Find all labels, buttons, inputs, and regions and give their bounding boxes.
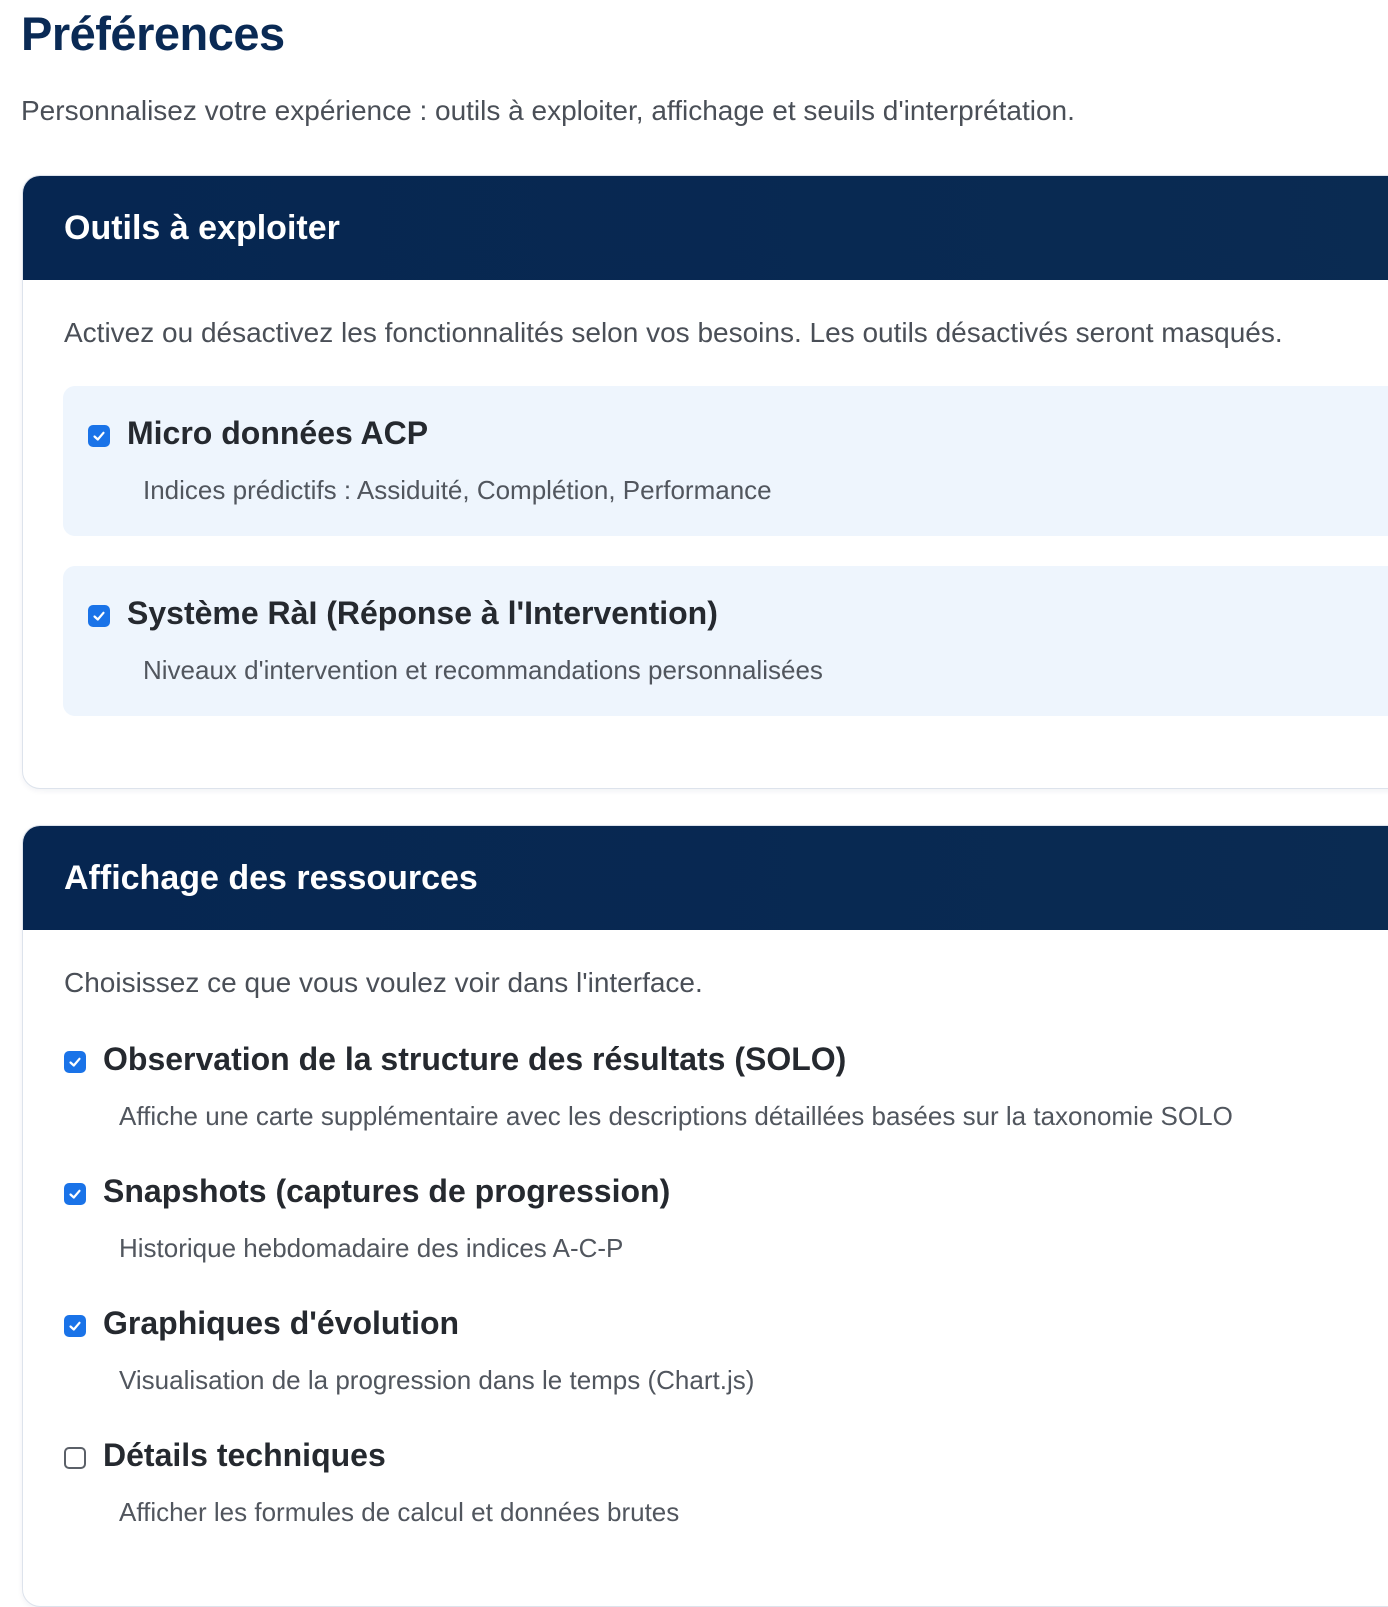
solo-option-label[interactable]: Observation de la structure des résultats (SOLO) [103, 1041, 847, 1077]
tool-option-rai [63, 566, 1388, 716]
display-card-title: Affichage des ressources [64, 858, 478, 897]
check-icon [91, 608, 107, 624]
check-icon [67, 1186, 83, 1202]
tools-card-header [23, 176, 1388, 280]
technical-option-label[interactable]: Détails techniques [103, 1437, 386, 1473]
acp-option-description: Indices prédictifs : Assiduité, Complétion, Performance [143, 475, 772, 505]
charts-option-label[interactable]: Graphiques d'évolution [103, 1305, 460, 1341]
solo-checkbox[interactable] [64, 1051, 86, 1073]
page-subtitle: Personnalisez votre expérience : outils à exploiter, affichage et seuils d'interprétation. [21, 95, 1075, 126]
tools-card-title: Outils à exploiter [64, 208, 340, 247]
check-icon [67, 1318, 83, 1334]
acp-checkbox[interactable] [88, 425, 110, 447]
technical-option-description: Afficher les formules de calcul et données brutes [119, 1497, 680, 1527]
tools-card [22, 175, 1388, 789]
snapshots-option-label[interactable]: Snapshots (captures de progression) [103, 1173, 671, 1209]
snapshots-checkbox[interactable] [64, 1183, 86, 1205]
tools-card-description: Activez ou désactivez les fonctionnalités selon vos besoins. Les outils désactivés seront masqués. [64, 317, 1283, 348]
solo-option-description: Affiche une carte supplémentaire avec les descriptions détaillées basées sur la taxonomie SOLO [119, 1101, 1233, 1131]
technical-checkbox[interactable] [64, 1447, 86, 1469]
rai-option-description: Niveaux d'intervention et recommandations personnalisées [143, 655, 823, 685]
check-icon [67, 1054, 83, 1070]
page-title: Préférences [21, 7, 285, 60]
snapshots-option-description: Historique hebdomadaire des indices A-C-P [119, 1233, 624, 1263]
rai-checkbox[interactable] [88, 605, 110, 627]
display-card-header [23, 826, 1388, 930]
charts-option-description: Visualisation de la progression dans le temps (Chart.js) [119, 1365, 755, 1395]
rai-option-label[interactable]: Système RàI (Réponse à l'Intervention) [127, 595, 718, 631]
display-card-description: Choisissez ce que vous voulez voir dans l'interface. [64, 967, 703, 998]
check-icon [91, 428, 107, 444]
acp-option-label[interactable]: Micro données ACP [127, 415, 429, 451]
tool-option-acp [63, 386, 1388, 536]
charts-checkbox[interactable] [64, 1315, 86, 1337]
display-card [22, 825, 1388, 1607]
